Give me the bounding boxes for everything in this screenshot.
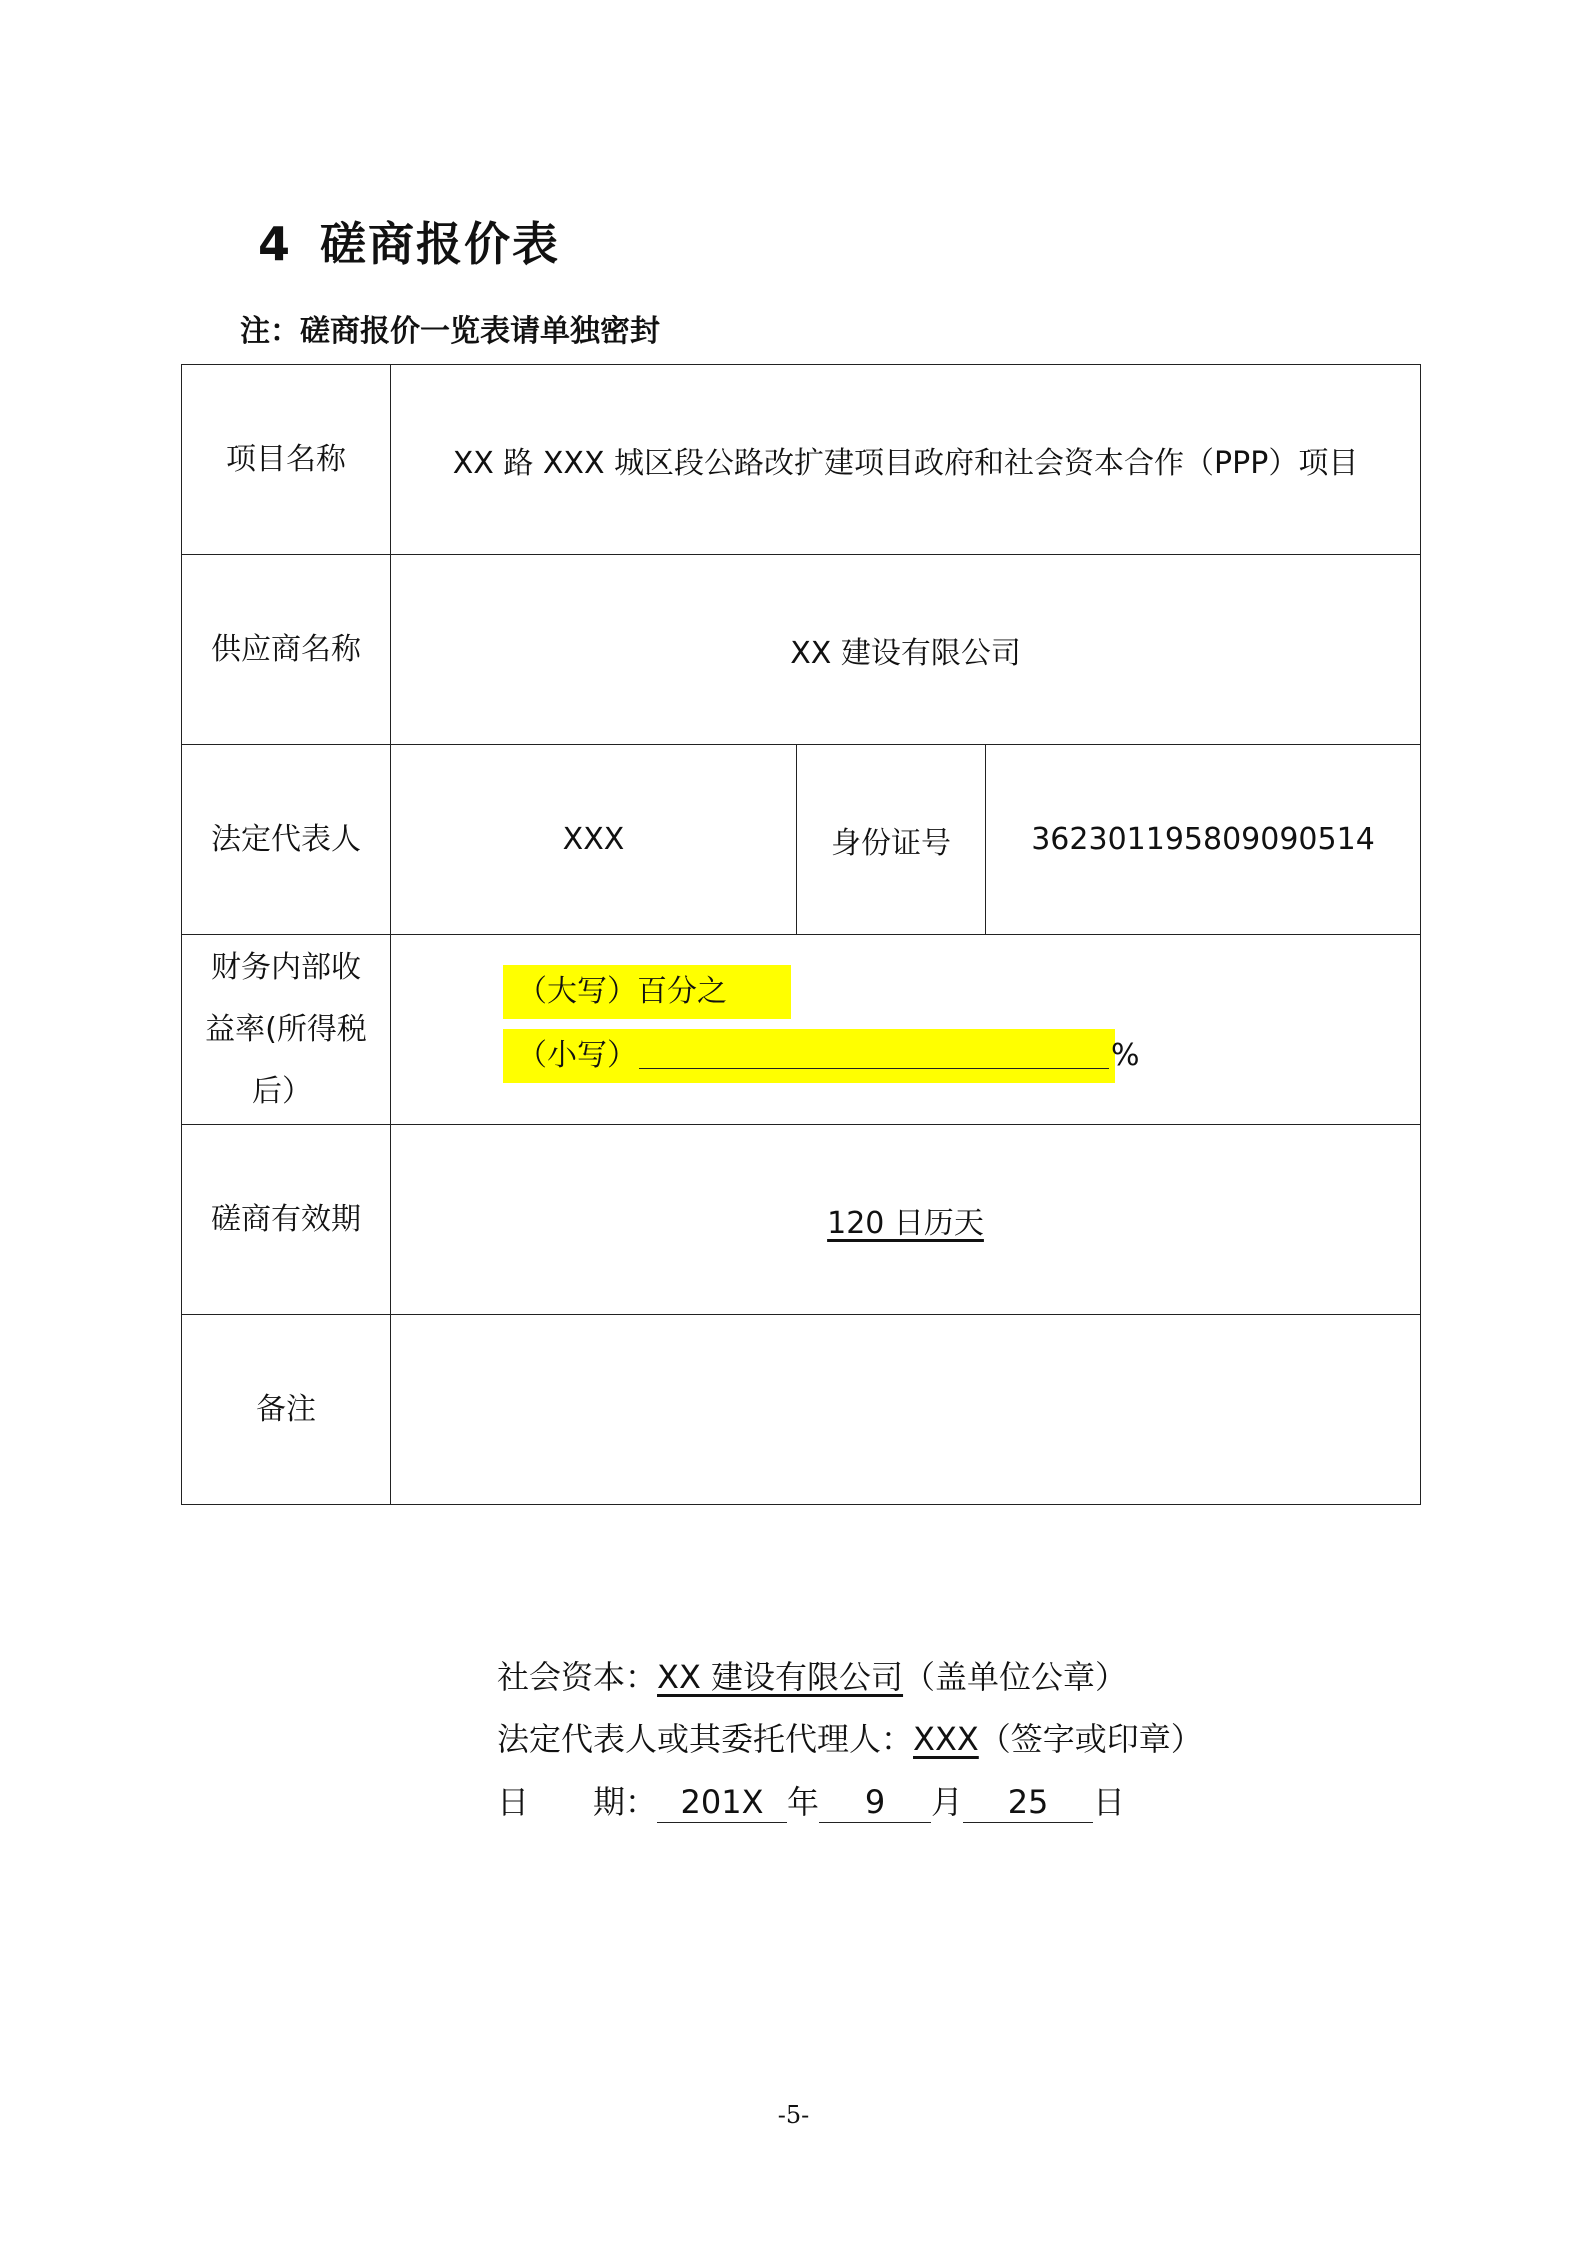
date-year: 201X — [657, 1782, 787, 1823]
legal-rep-value: XXX — [391, 745, 797, 935]
rep-suffix: （签字或印章） — [978, 1720, 1203, 1758]
page-heading — [258, 208, 560, 274]
row-irr — [182, 935, 1421, 1125]
validity-value-cell — [391, 1125, 1421, 1315]
id-value: 362301195809090514 — [986, 745, 1421, 935]
irr-uppercase-field[interactable] — [503, 965, 791, 1019]
row-validity — [182, 1125, 1421, 1315]
irr-lowercase-field[interactable] — [503, 1029, 1140, 1083]
heading-title: 磋商报价表 — [320, 217, 561, 271]
date-day-unit: 日 — [1093, 1783, 1126, 1821]
irr-label-line3: 后） — [252, 1073, 312, 1109]
irr-uppercase-text: （大写）百分之 — [517, 974, 727, 1009]
project-label: 项目名称 — [182, 365, 391, 555]
capital-value: XX 建设有限公司 — [657, 1658, 904, 1696]
capital-label: 社会资本： — [497, 1658, 658, 1696]
signature-date — [497, 1777, 1125, 1823]
irr-fields — [391, 935, 1420, 1124]
supplier-value: XX 建设有限公司 — [391, 555, 1421, 745]
date-day: 25 — [963, 1782, 1093, 1823]
irr-label — [182, 935, 391, 1125]
irr-percent-sign: % — [1111, 1038, 1140, 1073]
signature-capital — [497, 1652, 1127, 1698]
quotation-table — [181, 364, 1421, 1505]
irr-label-line1: 财务内部收 — [211, 949, 361, 985]
irr-value-cell — [391, 935, 1421, 1125]
rep-value: XXX — [913, 1720, 979, 1758]
supplier-label: 供应商名称 — [182, 555, 391, 745]
irr-blank-line — [639, 1034, 1109, 1069]
note-text: 注：磋商报价一览表请单独密封 — [240, 314, 660, 349]
date-month: 9 — [819, 1782, 931, 1823]
remarks-label: 备注 — [182, 1315, 391, 1505]
signature-representative — [497, 1714, 1203, 1760]
id-label: 身份证号 — [797, 745, 986, 935]
date-month-unit: 月 — [931, 1783, 964, 1821]
validity-label: 磋商有效期 — [182, 1125, 391, 1315]
row-legal-rep — [182, 745, 1421, 935]
page-number: -5- — [777, 2101, 810, 2129]
heading-number: 4 — [258, 217, 293, 271]
rep-label: 法定代表人或其委托代理人： — [497, 1720, 914, 1758]
remarks-value — [391, 1315, 1421, 1505]
legal-rep-label: 法定代表人 — [182, 745, 391, 935]
irr-label-line2: 益率(所得税 — [205, 1011, 367, 1047]
project-value: XX 路 XXX 城区段公路改扩建项目政府和社会资本合作（PPP）项目 — [391, 365, 1421, 555]
row-project — [182, 365, 1421, 555]
capital-suffix: （盖单位公章） — [903, 1658, 1128, 1696]
validity-value: 120 日历天 — [827, 1205, 984, 1241]
row-remarks — [182, 1315, 1421, 1505]
irr-lowercase-prefix: （小写） — [517, 1038, 637, 1073]
date-year-unit: 年 — [787, 1783, 820, 1821]
row-supplier — [182, 555, 1421, 745]
date-label: 日 期： — [497, 1783, 658, 1821]
